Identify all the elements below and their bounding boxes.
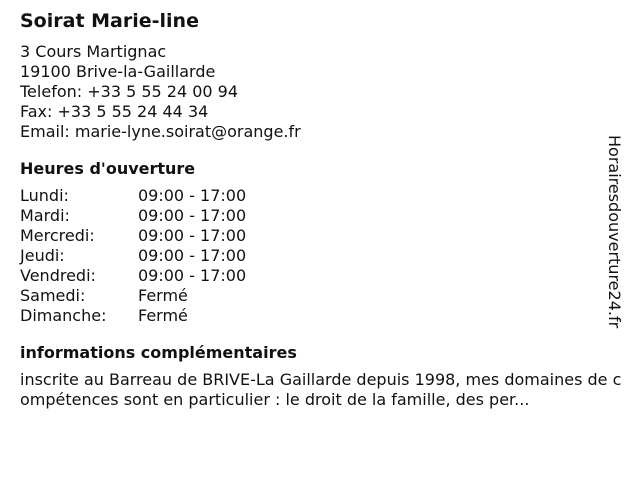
opening-hours-table — [20, 186, 610, 326]
day-label: Vendredi: — [20, 266, 96, 285]
day-label: Dimanche: — [20, 306, 107, 325]
day-label: Lundi: — [20, 186, 69, 205]
time-value: Fermé — [138, 286, 188, 305]
business-name: Soirat Marie-line — [20, 10, 199, 32]
fax-number: Fax: +33 5 55 24 44 34 — [20, 102, 209, 121]
contact-block — [20, 42, 610, 142]
city-address: 19100 Brive-la-Gaillarde — [20, 62, 216, 81]
site-watermark: Horairesdouverture24.fr — [605, 135, 624, 329]
day-label: Samedi: — [20, 286, 86, 305]
hours-row-samedi — [20, 286, 610, 306]
time-value: 09:00 - 17:00 — [138, 266, 247, 285]
additional-info-heading: informations complémentaires — [20, 343, 297, 362]
time-value: 09:00 - 17:00 — [138, 226, 247, 245]
hours-row-jeudi — [20, 246, 610, 266]
time-value: Fermé — [138, 306, 188, 325]
hours-row-vendredi — [20, 266, 610, 286]
phone-number: Telefon: +33 5 55 24 00 94 — [20, 82, 239, 101]
time-value: 09:00 - 17:00 — [138, 186, 247, 205]
time-value: 09:00 - 17:00 — [138, 246, 247, 265]
hours-row-dimanche — [20, 306, 610, 326]
email-address: Email: marie-lyne.soirat@orange.fr — [20, 122, 301, 141]
street-address: 3 Cours Martignac — [20, 42, 167, 61]
opening-hours-heading: Heures d'ouverture — [20, 159, 196, 178]
day-label: Mardi: — [20, 206, 70, 225]
hours-row-mercredi — [20, 226, 610, 246]
time-value: 09:00 - 17:00 — [138, 206, 247, 225]
hours-row-mardi — [20, 206, 610, 226]
day-label: Jeudi: — [20, 246, 65, 265]
day-label: Mercredi: — [20, 226, 95, 245]
hours-row-lundi — [20, 186, 610, 206]
additional-info-text: inscrite au Barreau de BRIVE-La Gaillarde depuis 1998, mes domaines de compétences sont en particulier : le droit de la famille, des per... — [20, 370, 622, 409]
